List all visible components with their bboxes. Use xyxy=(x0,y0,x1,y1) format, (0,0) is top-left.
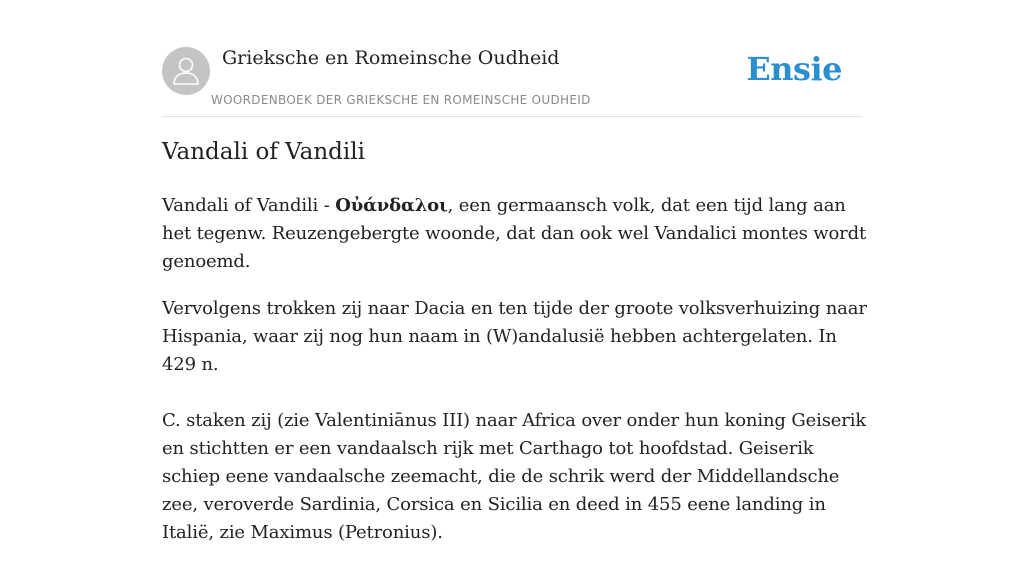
brand-logo[interactable]: Ensie xyxy=(746,50,842,88)
article-body xyxy=(162,192,867,566)
paragraph-1-lead: Vandali of Vandili - xyxy=(162,195,336,216)
page-header xyxy=(162,46,862,117)
paragraph-1-rest: , een germaansch volk, dat een tijd lang aan het tegenw. Reuzengebergte woonde, dat dan ook wel Vandalici montes wordt genoemd. xyxy=(162,195,867,272)
source-title[interactable]: Grieksche en Romeinsche Oudheid xyxy=(222,47,560,69)
article-title: Vandali of Vandili xyxy=(162,139,365,165)
user-avatar-icon[interactable] xyxy=(162,47,210,95)
paragraph-1 xyxy=(162,192,867,276)
greek-term: Οὐάνδαλοι xyxy=(335,195,448,216)
paragraph-2: Vervolgens trokken zij naar Dacia en ten tijde der groote volksverhuizing naar Hispania, waar zij nog hun naam in (W)andalusië hebben achtergelaten. In 429 n. xyxy=(162,298,867,375)
source-subtitle: WOORDENBOEK DER GRIEKSCHE EN ROMEINSCHE OUDHEID xyxy=(211,93,591,107)
paragraph-3: C. staken zij (zie Valentiniānus III) naar Africa over onder hun koning Geiserik en stichtten er een vandaalsch rijk met Carthago tot hoofdstad. Geiserik schiep eene vandaalsche zeemacht, die de schrik werd der Middellandsche zee, veroverde Sardinia, Corsica en Sicilia en deed in 455 eene landing in Italië, zie Maximus (Petronius). xyxy=(162,410,867,543)
